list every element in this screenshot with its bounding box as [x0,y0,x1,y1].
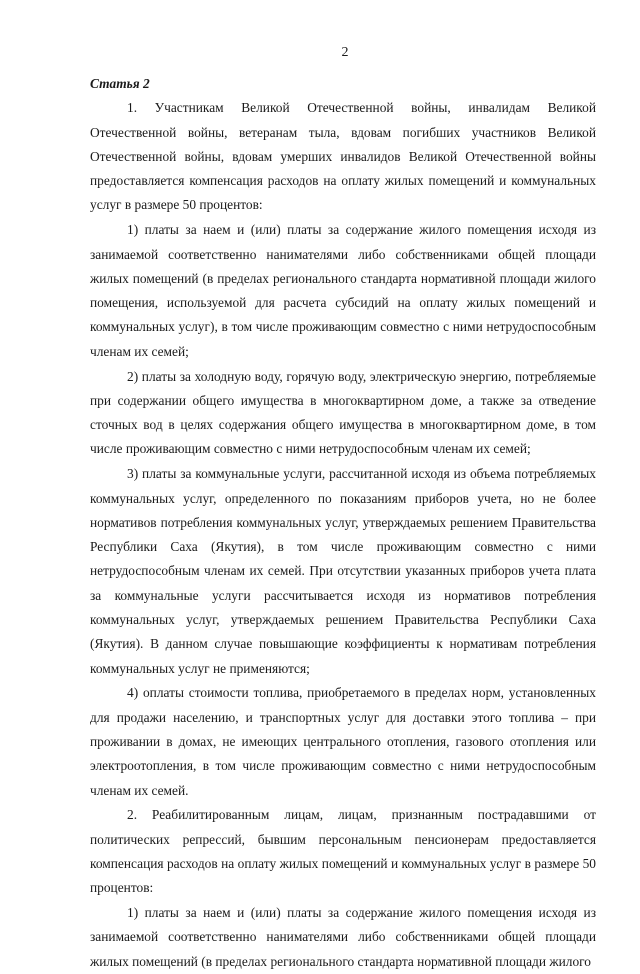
document-body [90,72,596,974]
paragraph-item-1: 1) платы за наем и (или) платы за содержание жилого помещения исходя из занимаемой соответственно нанимателями либо собственниками общей площади жилых помещений (в пределах регионального стандарта нормативной площади жилого помещения, используемой для расчета субсидий на оплату жилых помещений и коммунальных услуг), в том числе проживающим совместно с ними нетрудоспособным членам их семей; [90,222,596,359]
page-number: 2 [341,45,349,60]
paragraph-article-2-part-2: 2. Реабилитированным лицам, лицам, признанным пострадавшими от политических репрессий, бывшим персональным пенсионерам предоставляется компенсация расходов на оплату жилых помещений и коммунальных услуг в размере 50 процентов: [90,807,596,896]
paragraph-article-2-part-1: 1. Участникам Великой Отечественной войны, инвалидам Великой Отечественной войны, ветеранам тыла, вдовам погибших участников Великой Отечественной войны, вдовам умерших инвалидов Великой Отечественной войны предоставляется компенсация расходов на оплату жилых помещений и коммунальных услуг в размере 50 процентов: [90,100,596,213]
article-heading: Статья 2 [90,76,150,91]
paragraph-item-4: 4) оплаты стоимости топлива, приобретаемого в пределах норм, установленных для продажи населению, и транспортных услуг для доставки этого топлива – при проживании в домах, не имеющих центрального отопления, газового отопления или электроотопления, в том числе проживающим совместно с ними нетрудоспособным членам их семей. [90,685,596,798]
paragraph-item-3: 3) платы за коммунальные услуги, рассчитанной исходя из объема потребляемых коммунальных услуг, определенного по показаниям приборов учета, но не более нормативов потребления коммунальных услуг, утверждаемых решением Правительства Республики Саха (Якутия), в том числе проживающим совместно с ними нетрудоспособным членам их семей. При отсутствии указанных приборов учета плата за коммунальные услуги рассчитывается исходя из нормативов потребления коммунальных услуг, утверждаемых решением Правительства Республики Саха (Якутия). В данном случае повышающие коэффициенты к нормативам потребления коммунальных услуг не применяются; [90,466,596,676]
paragraph-item-2: 2) платы за холодную воду, горячую воду, электрическую энергию, потребляемые при содержании общего имущества в многоквартирном доме, а также за отведение сточных вод в целях содержания общего имущества в многоквартирном доме, в том числе проживающим совместно с ними нетрудоспособным членам их семей; [90,368,596,457]
paragraph-part-2-item-1: 1) платы за наем и (или) платы за содержание жилого помещения исходя из занимаемой соответственно нанимателями либо собственниками общей площади жилых помещений (в пределах регионального стандарта нормативной площади жилого [90,905,596,969]
